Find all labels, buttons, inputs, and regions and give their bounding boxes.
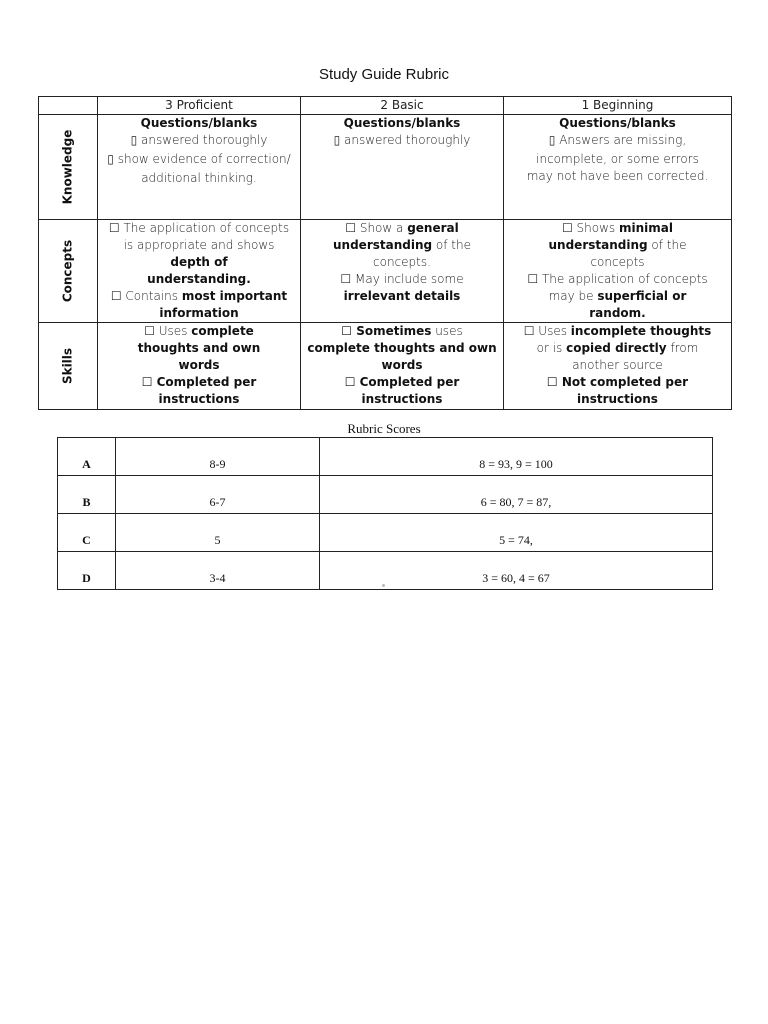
score-grade: D — [58, 552, 116, 590]
cell-skills-basic — [301, 323, 504, 410]
page-mark-dot — [382, 584, 385, 587]
cell-bold-text: irrelevant details — [343, 289, 461, 303]
cell-bold-text: understanding — [333, 238, 433, 252]
cell-knowledge-basic — [301, 115, 504, 220]
score-row-b — [58, 476, 713, 514]
score-row-d — [58, 552, 713, 590]
cell-bold-text: ☐ Completed per instructions — [141, 375, 257, 406]
cell-line: additional thinking. — [141, 171, 257, 185]
rubric-row-concepts — [39, 220, 732, 323]
cell-line: incomplete, or some errors — [536, 152, 699, 166]
row-label-cell — [39, 323, 98, 410]
cell-line: may not have been corrected. — [526, 169, 709, 183]
cell-text: of the concepts. — [373, 238, 471, 269]
scores-table — [57, 437, 713, 590]
cell-line: ☐ The application of concepts — [108, 221, 290, 235]
cell-bold-text: complete thoughts and own words — [137, 324, 261, 372]
score-range: 8-9 — [116, 438, 320, 476]
cell-text: uses — [431, 324, 463, 338]
cell-concepts-basic — [301, 220, 504, 323]
score-row-c — [58, 514, 713, 552]
page-title: Study Guide Rubric — [318, 66, 450, 83]
score-grade: C — [58, 514, 116, 552]
score-conversion: 5 = 74, — [320, 514, 713, 552]
header-beginning: 1 Beginning — [504, 97, 732, 115]
cell-bold-text: copied directly — [566, 341, 667, 355]
cell-bold-text: superficial or random. — [589, 289, 687, 320]
cell-bold-text: minimal — [619, 221, 674, 235]
scores-caption: Rubric Scores — [347, 421, 421, 436]
cell-skills-proficient — [98, 323, 301, 410]
cell-text: ☐ Contains — [110, 289, 182, 303]
rubric-corner-cell — [39, 97, 98, 115]
header-basic: 2 Basic — [301, 97, 504, 115]
cell-bold-text: ☐ Completed per instructions — [344, 375, 460, 406]
score-grade: B — [58, 476, 116, 514]
cell-bold-text: ☐ Sometimes — [341, 324, 432, 338]
cell-text: or is — [536, 341, 567, 355]
cell-heading: Questions/blanks — [343, 116, 461, 130]
cell-text: ☐ Shows — [561, 221, 620, 235]
cell-bold-text: ☐ Not completed per instructions — [546, 375, 689, 406]
score-range: 3-4 — [116, 552, 320, 590]
cell-bold-text: understanding — [548, 238, 648, 252]
score-conversion: 6 = 80, 7 = 87, — [320, 476, 713, 514]
row-label-skills: Skills — [60, 347, 75, 385]
cell-line: ☐ May include some — [340, 272, 464, 286]
cell-text: ☐ Uses — [144, 324, 192, 338]
cell-line: ▯ answered thoroughly — [333, 133, 471, 147]
cell-text: from another source — [572, 341, 699, 372]
cell-knowledge-beginning — [504, 115, 732, 220]
cell-knowledge-proficient — [98, 115, 301, 220]
row-label-cell — [39, 220, 98, 323]
row-label-cell — [39, 115, 98, 220]
cell-text: ☐ Uses — [523, 324, 571, 338]
cell-bold-text: complete thoughts and own words — [307, 341, 497, 372]
cell-line: ▯ answered thoroughly — [130, 133, 268, 147]
cell-bold-text: general — [407, 221, 459, 235]
cell-line: ▯ show evidence of correction/ — [107, 152, 291, 166]
cell-line: is appropriate and shows — [123, 238, 275, 252]
cell-bold-text: depth of understanding. — [147, 255, 251, 286]
cell-heading: Questions/blanks — [140, 116, 258, 130]
cell-text: ☐ Show a — [345, 221, 408, 235]
score-row-a — [58, 438, 713, 476]
rubric-header-row — [39, 97, 732, 115]
score-range: 6-7 — [116, 476, 320, 514]
cell-text: may be — [548, 289, 598, 303]
row-label-knowledge: Knowledge — [60, 129, 75, 205]
score-range: 5 — [116, 514, 320, 552]
rubric-row-knowledge — [39, 115, 732, 220]
cell-line: ▯ Answers are missing, — [548, 133, 687, 147]
rubric-table — [38, 96, 732, 410]
score-conversion: 8 = 93, 9 = 100 — [320, 438, 713, 476]
cell-line: ☐ The application of concepts — [527, 272, 708, 286]
score-grade: A — [58, 438, 116, 476]
cell-concepts-beginning — [504, 220, 732, 323]
cell-bold-text: incomplete thoughts — [570, 324, 712, 338]
row-label-concepts: Concepts — [60, 239, 75, 303]
cell-concepts-proficient — [98, 220, 301, 323]
header-proficient: 3 Proficient — [98, 97, 301, 115]
cell-skills-beginning — [504, 323, 732, 410]
cell-bold-text: most important information — [159, 289, 288, 320]
cell-text: of the concepts — [590, 238, 687, 269]
rubric-row-skills — [39, 323, 732, 410]
score-conversion: 3 = 60, 4 = 67 — [320, 552, 713, 590]
cell-heading: Questions/blanks — [559, 116, 676, 130]
